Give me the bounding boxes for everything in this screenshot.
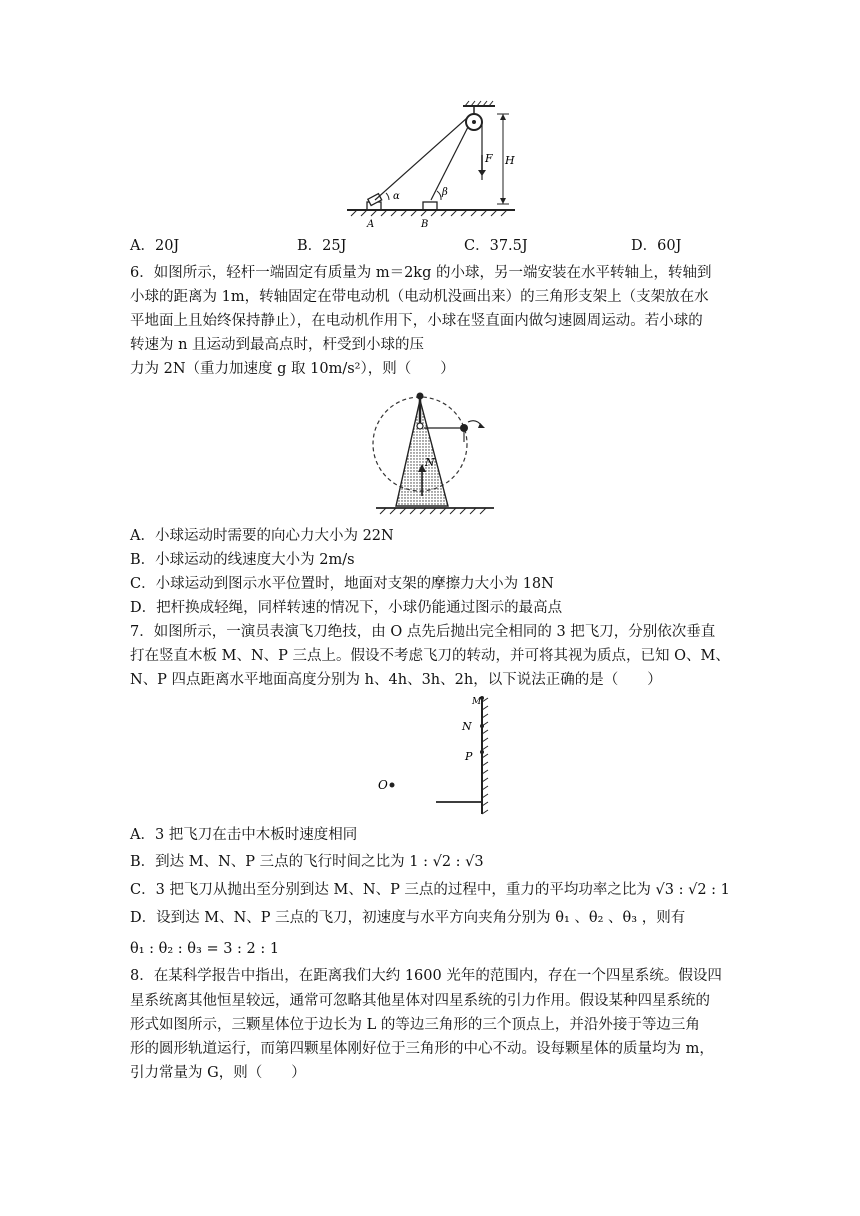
q6-option-c: C．小球运动到图示水平位置时，地面对支架的摩擦力大小为 18N [130, 576, 554, 592]
q6-option-a: A．小球运动时需要的向心力大小为 22N [130, 528, 394, 544]
q5-h-label: H [505, 154, 515, 167]
q8-stem-line: 8．在某科学报告中指出，在距离我们大约 1600 光年的范围内，存在一个四星系统。假设四 [130, 968, 722, 984]
q5-b-label: B [421, 219, 429, 230]
q8-stem-line: 形的圆形轨道运行，而第四颗星体刚好位于三角形的中心不动。设每颗星体的质量均为 m， [130, 1041, 714, 1057]
q6-figure [368, 386, 498, 520]
q7-option-c: C．3 把飞刀从抛出至分别到达 M、N、P 三点的过程中，重力的平均功率之比为 √3 : √2 : 1 [130, 882, 730, 898]
q7-n-label: N [462, 720, 472, 733]
q6-option-b: B．小球运动的线速度大小为 2m/s [130, 552, 355, 568]
q7-stem-line: 打在竖直木板 M、N、P 三点上。假设不考虑飞刀的转动，并可将其视为质点，已知 O、M、 [130, 648, 730, 664]
q5-option-a: A．20J [130, 238, 180, 254]
q5-figure [345, 100, 520, 232]
q5-alpha-label: α [393, 191, 400, 202]
q5-beta-label: β [442, 187, 448, 198]
q6-stem-line: 转速为 n 且运动到最高点时，杆受到小球的压 [130, 337, 425, 353]
q6-stem-line: 力为 2N（重力加速度 g 取 10m/s²），则（ ） [130, 361, 455, 377]
q5-a-label: A [367, 219, 375, 230]
q7-option-d: D．设到达 M、N、P 三点的飞刀，初速度与水平方向夹角分别为 θ₁ 、θ₂ 、θ₃ ，则有 [130, 910, 686, 926]
q5-f-label: F [485, 152, 493, 165]
q7-figure [366, 692, 496, 818]
q7-m-label: M [472, 697, 482, 707]
q6-option-d: D．把杆换成轻绳，同样转速的情况下，小球仍能通过图示的最高点 [130, 600, 563, 616]
q6-stem-line: 6．如图所示，轻杆一端固定有质量为 m＝2kg 的小球，另一端安装在水平转轴上，转轴到 [130, 265, 712, 281]
q5-option-c: C．37.5J [464, 238, 528, 254]
q8-stem-line: 引力常量为 G，则（ ） [130, 1065, 306, 1081]
q6-n-label: N [425, 456, 435, 469]
q7-o-label: O [378, 778, 388, 792]
q7-option-d-formula: θ₁ : θ₂ : θ₃ = 3 : 2 : 1 [130, 941, 280, 957]
q7-option-a: A．3 把飞刀在击中木板时速度相同 [130, 827, 358, 843]
q5-option-d: D．60J [631, 238, 682, 254]
q7-stem-line: N、P 四点距离水平地面高度分别为 h、4h、3h、2h，以下说法正确的是（ ） [130, 672, 662, 688]
q6-stem-line: 小球的距离为 1m，转轴固定在带电动机（电动机没画出来）的三角形支架上（支架放在水 [130, 289, 709, 305]
q7-p-label: P [465, 750, 473, 763]
q7-stem-line: 7．如图所示，一演员表演飞刀绝技，由 O 点先后抛出完全相同的 3 把飞刀，分别依次垂直 [130, 624, 716, 640]
q8-stem-line: 形式如图所示，三颗星体位于边长为 L 的等边三角形的三个顶点上，并沿外接于等边三角 [130, 1017, 700, 1033]
q8-stem-line: 星系统离其他恒星较远，通常可忽略其他星体对四星系统的引力作用。假设某种四星系统的 [130, 993, 710, 1009]
q7-option-b: B．到达 M、N、P 三点的飞行时间之比为 1 : √2 : √3 [130, 854, 484, 870]
q6-stem-line: 平地面上且始终保持静止），在电动机作用下，小球在竖直面内做匀速圆周运动。若小球的 [130, 313, 703, 329]
q5-option-b: B．25J [297, 238, 347, 254]
